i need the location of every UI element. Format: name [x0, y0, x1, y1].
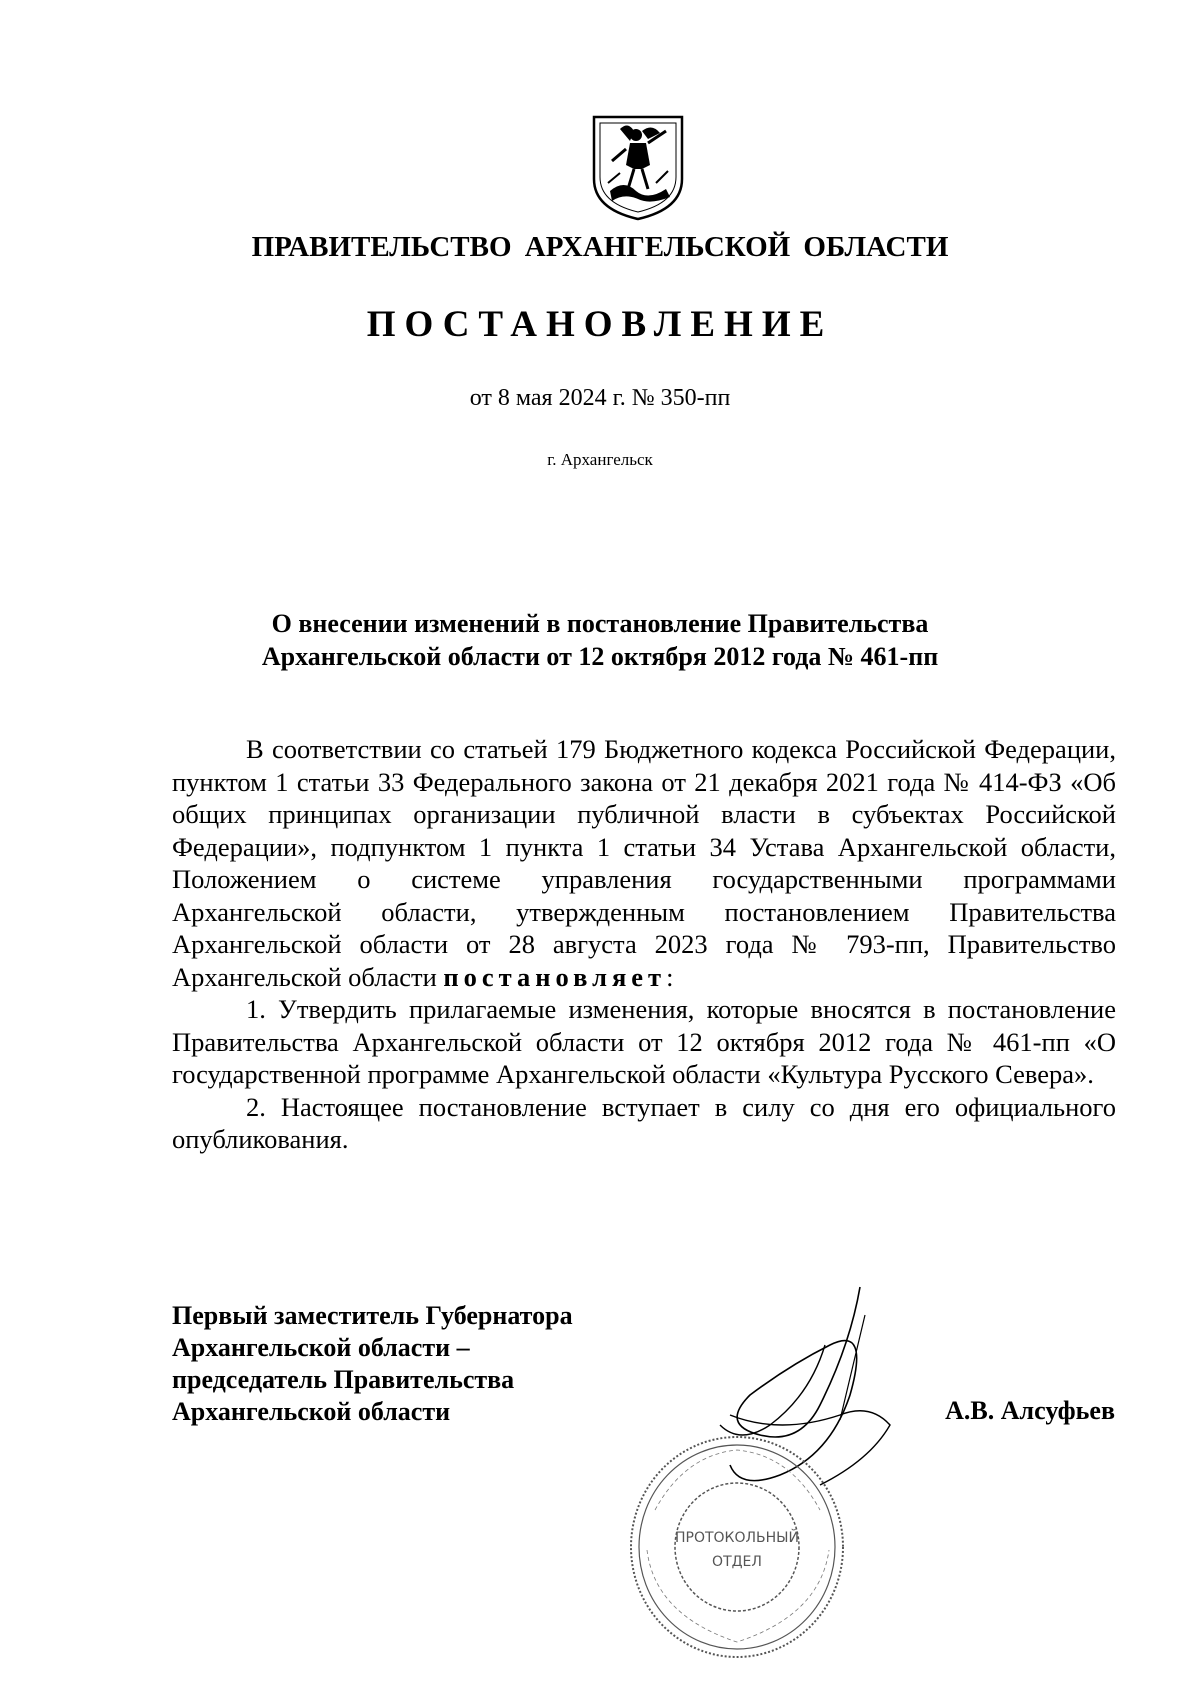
- document-city: г. Архангельск: [547, 450, 653, 469]
- signatory-position: [172, 1300, 573, 1428]
- preamble-paragraph: [172, 733, 1116, 993]
- document-type: ПОСТАНОВЛЕНИЕ: [366, 304, 834, 345]
- item-2-paragraph: 2. Настоящее постановление вступает в силу со дня его официального опубликования.: [172, 1091, 1116, 1154]
- subject-line-2: Архангельской области от 12 октября 2012 года № 461-пп: [261, 642, 939, 671]
- resolves-colon: :: [666, 961, 674, 992]
- document-subject: [0, 607, 1200, 673]
- subject-line-1: О внесении изменений в постановление Правительства: [271, 609, 929, 638]
- document-date-number: от 8 мая 2024 г. № 350-пп: [469, 385, 731, 411]
- preamble-text: В соответствии со статьей 179 Бюджетного кодекса Российской Федерации, пунктом 1 статьи 33 Федерального закона от 21 декабря 2021 года № 414-ФЗ «Об общих принципах организации публичной власти в субъектах Российской Федерации», подпунктом 1 пункта 1 статьи 34 Устава Архангельской области, Положением о системе управления государственными программами Архангельской области, утвержденным постановлением Правительства Архангельской области от 28 августа 2023 года № 793-пп, Правительство Архангельской области: [172, 734, 1116, 992]
- resolves-word: постановляет: [443, 961, 667, 992]
- document-body: [172, 733, 1116, 1156]
- government-name: ПРАВИТЕЛЬСТВО АРХАНГЕЛЬСКОЙ ОБЛАСТИ: [251, 231, 949, 263]
- stamp-text-line-2: ОТДЕЛ: [712, 1554, 762, 1570]
- position-line-3: председатель Правительства: [172, 1365, 515, 1394]
- protocol-department-stamp: [625, 1430, 850, 1665]
- position-line-2: Архангельской области –: [172, 1333, 470, 1362]
- coat-of-arms-emblem: [590, 113, 686, 221]
- position-line-1: Первый заместитель Губернатора: [172, 1301, 573, 1330]
- item-1-paragraph: 1. Утвердить прилагаемые изменения, которые вносятся в постановление Правительства Архангельской области от 12 октября 2012 года № 461-пп «О государственной программе Архангельской области «Культура Русского Севера».: [172, 994, 1116, 1089]
- position-line-4: Архангельской области: [172, 1397, 451, 1426]
- stamp-text-line-1: ПРОТОКОЛЬНЫЙ: [674, 1530, 800, 1546]
- signer-name: А.В. Алсуфьев: [945, 1396, 1115, 1425]
